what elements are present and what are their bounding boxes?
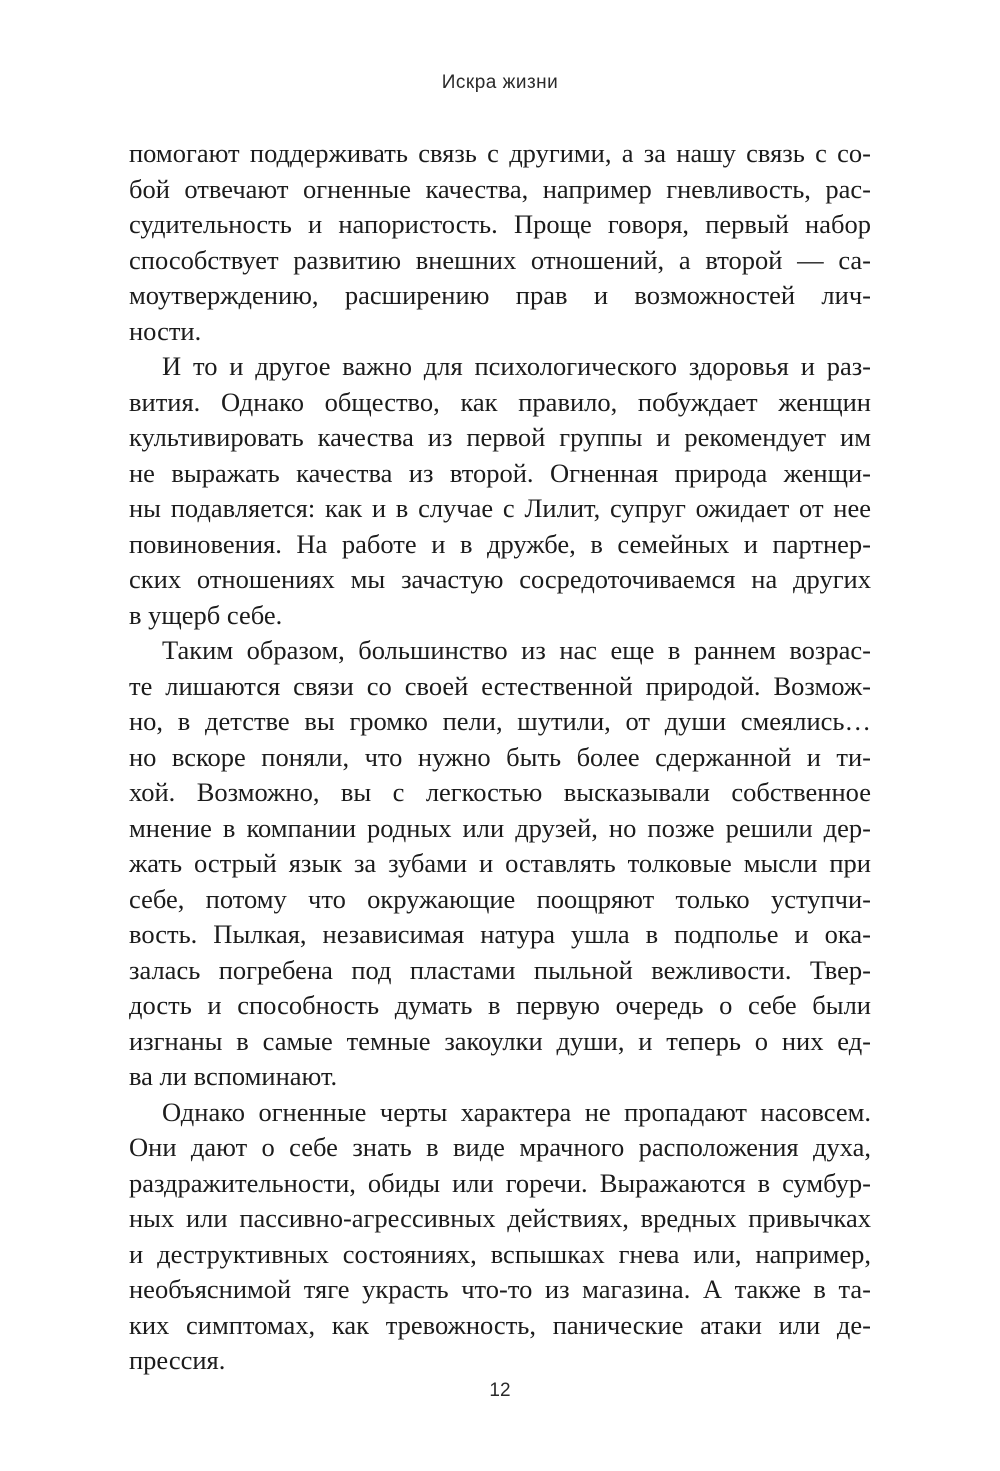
paragraph bbox=[129, 136, 871, 349]
page-number: 12 bbox=[489, 1380, 511, 1401]
text-line: ких симптомах, как тревожность, панические атаки или де- bbox=[129, 1309, 871, 1340]
text-line: ва ли вспоминают. bbox=[129, 1061, 338, 1091]
text-line: мнение в компании родных или друзей, но позже решили дер- bbox=[129, 812, 871, 843]
text-line: Они дают о себе знать в виде мрачного расположения духа, bbox=[129, 1132, 871, 1162]
text-line: вития. Однако общество, как правило, побуждает женщин bbox=[129, 386, 871, 417]
text-line: ных или пассивно-агрессивных действиях, вредных привычках bbox=[129, 1203, 871, 1233]
text-line: ности. bbox=[129, 315, 202, 346]
text-line: бой отвечают огненные качества, например гневливость, рас- bbox=[129, 173, 871, 204]
text-line: способствует развитию внешних отношений, а второй — са- bbox=[129, 244, 871, 275]
text-line: залась погребена под пластами пыльной вежливости. Твер- bbox=[129, 954, 871, 985]
text-line: культивировать качества из первой группы и рекомендует им bbox=[129, 422, 871, 452]
text-line: раздражительности, обиды или горечи. Выражаются в сумбур- bbox=[129, 1167, 871, 1198]
text-line: прессия. bbox=[129, 1345, 226, 1375]
text-line: но, в детстве вы громко пели, шутили, от души смеялись… bbox=[129, 706, 871, 736]
text-line: дость и способность думать в первую очередь о себе были bbox=[129, 990, 871, 1020]
text-line: моутверждению, расширению прав и возможностей лич- bbox=[129, 280, 871, 310]
text-line: ны подавляется: как и в случае с Лилит, супруг ожидает от нее bbox=[129, 493, 871, 523]
text-line: Таким образом, большинство из нас еще в раннем возрас- bbox=[162, 635, 871, 665]
text-line: повиновения. На работе и в дружбе, в семейных и партнер- bbox=[129, 528, 871, 559]
text-line: вость. Пылкая, независимая натура ушла в подполье и ока- bbox=[129, 919, 871, 949]
paragraph bbox=[129, 349, 871, 633]
text-line: изгнаны в самые темные закоулки души, и теперь о них ед- bbox=[129, 1025, 871, 1056]
text-line: Однако огненные черты характера не пропадают насовсем. bbox=[162, 1096, 871, 1127]
text-line: и деструктивных состояниях, вспышках гнева или, например, bbox=[129, 1238, 871, 1269]
text-line: судительность и напористость. Проще говоря, первый набор bbox=[129, 209, 871, 239]
paragraph bbox=[129, 1095, 871, 1379]
text-line: необъяснимой тяге украсть что-то из магазина. А также в та- bbox=[129, 1274, 871, 1304]
text-line: И то и другое важно для психологического здоровья и раз- bbox=[162, 351, 871, 381]
text-line: помогают поддерживать связь с другими, а за нашу связь с со- bbox=[129, 138, 871, 168]
text-line: хой. Возможно, вы с легкостью высказывали собственное bbox=[129, 777, 871, 807]
text-line: себе, потому что окружающие поощряют только уступчи- bbox=[129, 883, 871, 914]
body-text bbox=[129, 136, 871, 1379]
text-line: но вскоре поняли, что нужно быть более сдержанной и ти- bbox=[129, 741, 871, 772]
paragraph bbox=[129, 633, 871, 1095]
running-header: Искра жизни bbox=[441, 72, 559, 93]
text-line: ских отношениях мы зачастую сосредоточиваемся на других bbox=[129, 564, 871, 594]
text-line: в ущерб себе. bbox=[129, 599, 283, 630]
text-line: не выражать качества из второй. Огненная природа женщи- bbox=[129, 457, 871, 488]
text-line: те лишаются связи со своей естественной природой. Возмож- bbox=[129, 670, 871, 701]
text-line: жать острый язык за зубами и оставлять толковые мысли при bbox=[129, 848, 871, 878]
